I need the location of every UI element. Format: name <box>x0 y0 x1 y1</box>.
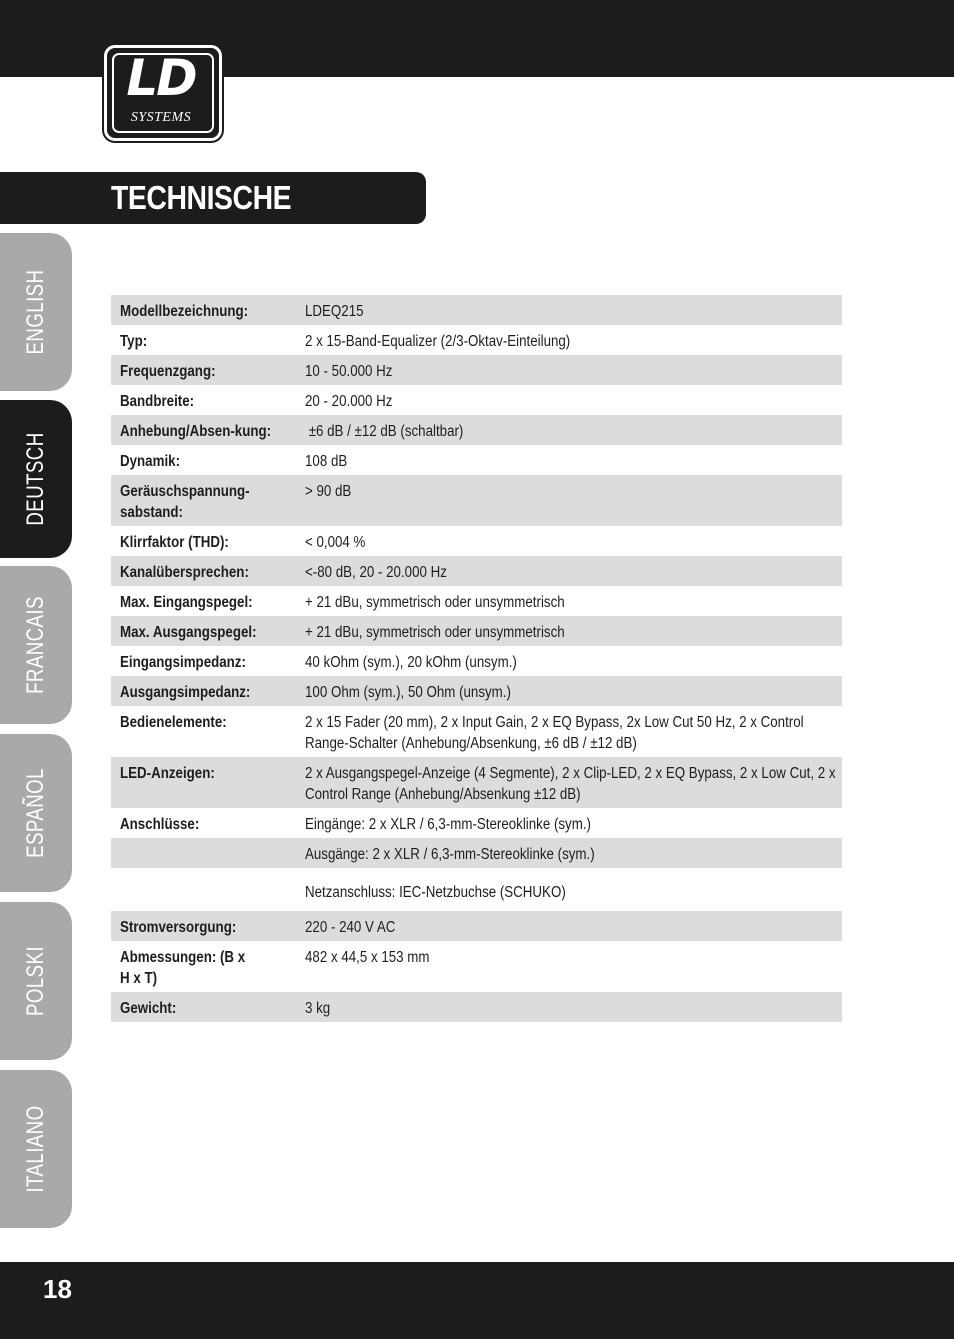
table-row <box>111 676 842 706</box>
spec-label: Dynamik: <box>120 453 181 470</box>
lang-tab-label: ESPAÑOL <box>22 768 49 858</box>
spec-value: > 90 dB <box>305 475 842 526</box>
spec-table <box>111 295 842 1022</box>
spec-label: Anhebung/Absen-kung: <box>111 415 305 445</box>
table-row <box>111 415 842 445</box>
table-row <box>111 616 842 646</box>
table-row <box>111 586 842 616</box>
spec-label: Anschlüsse: <box>120 816 200 833</box>
spec-label: Abmessungen: (B x H x T) <box>120 949 246 987</box>
spec-label: Geräuschspannung-sabstand: <box>111 475 305 526</box>
table-row <box>111 941 842 992</box>
table-row <box>111 646 842 676</box>
lang-tab-label: ENGLISH <box>22 269 49 355</box>
table-row <box>111 868 842 911</box>
table-row <box>111 556 842 586</box>
lang-tab-label: POLSKI <box>22 946 49 1016</box>
spec-value: LDEQ215 <box>305 295 842 325</box>
table-row <box>111 706 842 757</box>
spec-value: 20 - 20.000 Hz <box>305 393 393 410</box>
spec-label: LED-Anzeigen: <box>111 757 305 808</box>
lang-tab-italiano[interactable] <box>0 1070 72 1228</box>
table-row <box>111 325 842 355</box>
spec-value: 2 x 15-Band-Equalizer (2/3-Oktav-Einteilung) <box>305 333 571 350</box>
table-row <box>111 295 842 325</box>
spec-value: <-80 dB, 20 - 20.000 Hz <box>305 556 842 586</box>
spec-label <box>111 868 305 911</box>
spec-value: < 0,004 % <box>305 534 366 551</box>
spec-label: Bandbreite: <box>120 393 195 410</box>
spec-label: Frequenzgang: <box>111 355 305 385</box>
lang-tab-espanol[interactable] <box>0 734 72 892</box>
table-row <box>111 757 842 808</box>
table-row <box>111 445 842 475</box>
lang-tab-label: DEUTSCH <box>22 432 49 526</box>
bottom-bar <box>0 1262 954 1339</box>
spec-value: 100 Ohm (sym.), 50 Ohm (unsym.) <box>305 676 842 706</box>
spec-label: Max. Ausgangspegel: <box>111 616 305 646</box>
lang-tab-label: ITALIANO <box>22 1105 49 1193</box>
spec-value: 2 x 15 Fader (20 mm), 2 x Input Gain, 2 x EQ Bypass, 2x Low Cut 50 Hz, 2 x Control Range-Schalter (Anhebung/Absenkung, ±6 dB / ±12 dB) <box>305 714 804 752</box>
spec-label: Stromversorgung: <box>111 911 305 941</box>
page-title: TECHNISCHE DATEN: <box>111 179 292 260</box>
lang-tab-deutsch[interactable] <box>0 400 72 558</box>
spec-value: 10 - 50.000 Hz <box>305 355 842 385</box>
table-row <box>111 808 842 838</box>
table-row <box>111 838 842 868</box>
logo-sub-text: SYSTEMS <box>130 110 192 125</box>
lang-tab-english[interactable] <box>0 233 72 391</box>
spec-value: 3 kg <box>305 992 842 1022</box>
spec-label: Kanalübersprechen: <box>111 556 305 586</box>
spec-value: 482 x 44,5 x 153 mm <box>305 949 430 966</box>
spec-value: Netzanschluss: IEC-Netzbuchse (SCHUKO) <box>305 884 566 901</box>
spec-label: Typ: <box>120 333 148 350</box>
spec-value: Ausgänge: 2 x XLR / 6,3-mm-Stereoklinke (sym.) <box>305 838 842 868</box>
table-row <box>111 385 842 415</box>
table-row <box>111 526 842 556</box>
spec-label: Gewicht: <box>111 992 305 1022</box>
spec-value: 2 x Ausgangspegel-Anzeige (4 Segmente), 2 x Clip-LED, 2 x EQ Bypass, 2 x Low Cut, 2 x Control Range (Anhebung/Absenkung ±12 dB) <box>305 757 842 808</box>
spec-value: ±6 dB / ±12 dB (schaltbar) <box>305 415 842 445</box>
page-number: 18 <box>43 1274 72 1304</box>
spec-value: + 21 dBu, symmetrisch oder unsymmetrisch <box>305 616 842 646</box>
spec-label: Bedienelemente: <box>120 714 227 731</box>
spec-value: 220 - 240 V AC <box>305 911 842 941</box>
spec-label <box>111 838 305 868</box>
lang-tab-label: FRANCAIS <box>22 596 49 694</box>
table-row <box>111 355 842 385</box>
ld-systems-logo <box>104 45 222 141</box>
table-row <box>111 992 842 1022</box>
lang-tab-francais[interactable] <box>0 566 72 724</box>
section-title-bar <box>0 172 426 260</box>
spec-label: Klirrfaktor (THD): <box>120 534 229 551</box>
spec-value: Eingänge: 2 x XLR / 6,3-mm-Stereoklinke (sym.) <box>305 816 591 833</box>
lang-tab-polski[interactable] <box>0 902 72 1060</box>
spec-value: 40 kOhm (sym.), 20 kOhm (unsym.) <box>305 654 517 671</box>
spec-label: Ausgangsimpedanz: <box>111 676 305 706</box>
table-row <box>111 911 842 941</box>
table-row <box>111 475 842 526</box>
spec-value: + 21 dBu, symmetrisch oder unsymmetrisch <box>305 594 565 611</box>
spec-label: Max. Eingangspegel: <box>120 594 253 611</box>
spec-label: Eingangsimpedanz: <box>120 654 246 671</box>
spec-value: 108 dB <box>305 453 348 470</box>
title-colon: : <box>204 229 211 259</box>
spec-label: Modellbezeichnung: <box>111 295 305 325</box>
logo-main-text: LD <box>126 49 196 107</box>
